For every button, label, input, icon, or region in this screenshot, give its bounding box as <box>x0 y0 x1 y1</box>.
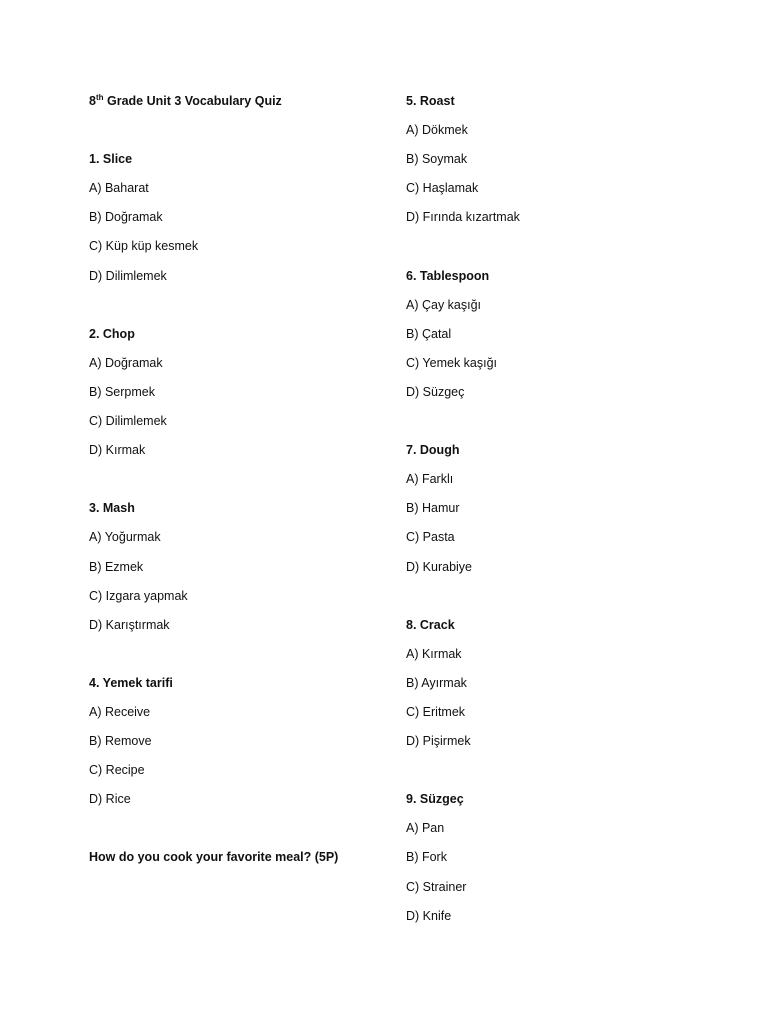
option-b: B) Doğramak <box>89 210 163 225</box>
page-title <box>89 87 389 116</box>
option-d: D) Fırında kızartmak <box>406 210 520 225</box>
question-3 <box>89 494 389 639</box>
option-c: C) Izgara yapmak <box>89 588 188 603</box>
option-b: B) Ezmek <box>89 559 144 574</box>
option-d: D) Süzgeç <box>406 384 465 399</box>
option-c: C) Recipe <box>89 763 145 778</box>
question-1 <box>89 145 389 290</box>
spacer <box>89 814 389 843</box>
question-8 <box>406 611 706 756</box>
option-a: A) Baharat <box>89 181 149 196</box>
option-d: D) Pişirmek <box>406 734 471 749</box>
option-c: C) Dilimlemek <box>89 414 167 429</box>
option-c: C) Strainer <box>406 879 467 894</box>
question-prompt: 7. Dough <box>406 443 460 458</box>
option-d: D) Dilimlemek <box>89 268 167 283</box>
option-a: A) Kırmak <box>406 646 462 661</box>
question-4 <box>89 669 389 814</box>
option-d: D) Kurabiye <box>406 559 472 574</box>
option-c: C) Yemek kaşığı <box>406 355 498 370</box>
option-b: B) Soymak <box>406 152 468 167</box>
option-a: A) Farklı <box>406 472 454 487</box>
question-5 <box>406 87 706 232</box>
question-7 <box>406 436 706 581</box>
option-b: B) Hamur <box>406 501 460 516</box>
right-column <box>406 87 706 931</box>
option-a: A) Dökmek <box>406 123 468 138</box>
title-grade-number: 8 <box>89 94 96 108</box>
option-b: B) Fork <box>406 850 447 865</box>
question-prompt: 9. Süzgeç <box>406 792 464 807</box>
question-2 <box>89 320 389 465</box>
spacer <box>89 465 389 494</box>
option-d: D) Karıştırmak <box>89 617 170 632</box>
left-column <box>89 87 389 873</box>
option-c: C) Küp küp kesmek <box>89 239 199 254</box>
spacer <box>406 407 706 436</box>
question-prompt: 1. Slice <box>89 152 133 167</box>
spacer <box>89 116 389 145</box>
title-rest: Grade Unit 3 Vocabulary Quiz <box>103 94 282 108</box>
option-a: A) Pan <box>406 821 445 836</box>
question-prompt: 8. Crack <box>406 617 455 632</box>
spacer <box>406 756 706 785</box>
spacer <box>406 232 706 261</box>
option-b: B) Çatal <box>406 326 452 341</box>
option-c: C) Pasta <box>406 530 455 545</box>
title-grade-suffix: th <box>95 92 104 102</box>
option-a: A) Çay kaşığı <box>406 297 482 312</box>
option-d: D) Kırmak <box>89 443 146 458</box>
option-b: B) Remove <box>89 734 152 749</box>
question-9 <box>406 785 706 930</box>
spacer <box>89 640 389 669</box>
option-b: B) Serpmek <box>89 384 155 399</box>
question-prompt: 4. Yemek tarifi <box>89 675 173 690</box>
question-prompt: 6. Tablespoon <box>406 268 490 283</box>
spacer <box>406 582 706 611</box>
option-c: C) Eritmek <box>406 704 466 719</box>
question-prompt: 2. Chop <box>89 326 135 341</box>
spacer <box>89 291 389 320</box>
question-prompt: 3. Mash <box>89 501 135 516</box>
option-d: D) Rice <box>89 792 131 807</box>
option-b: B) Ayırmak <box>406 675 467 690</box>
open-question: How do you cook your favorite meal? (5P) <box>89 850 339 865</box>
option-c: C) Haşlamak <box>406 181 479 196</box>
option-a: A) Yoğurmak <box>89 530 161 545</box>
question-6 <box>406 262 706 407</box>
question-prompt: 5. Roast <box>406 94 455 108</box>
option-a: A) Receive <box>89 704 151 719</box>
option-a: A) Doğramak <box>89 355 163 370</box>
option-d: D) Knife <box>406 908 452 923</box>
